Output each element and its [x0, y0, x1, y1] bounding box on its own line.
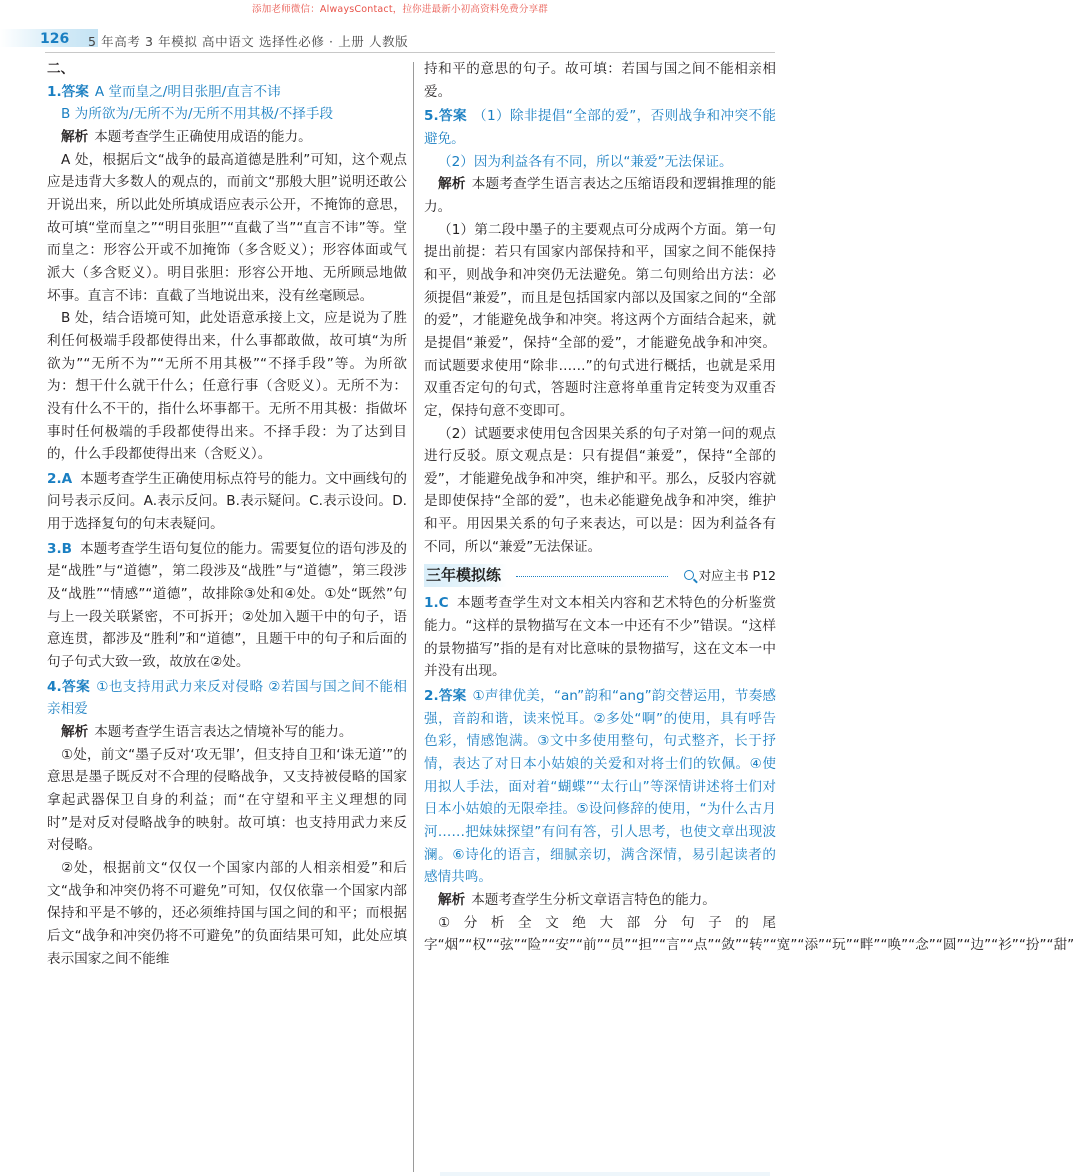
- banner-reference: [684, 565, 776, 588]
- answer-text: ①也支持用武力来反对侵略 ②若国与国之间不能相亲相爱: [47, 678, 408, 718]
- question-number: 3.: [47, 540, 62, 557]
- right-column: [424, 58, 1074, 957]
- section-banner: [424, 564, 776, 588]
- answer-label: 答案: [438, 108, 467, 125]
- analysis-label: 解析: [438, 176, 466, 193]
- analysis-line: [47, 126, 407, 149]
- analysis-paragraph: A 处，根据后文“战争的最高道德是胜利”可知，这个观点应是违背大多数人的观点的，而前文“那般大胆”说明还敢公开说出来，所以此处所填成语应表示公开，不掩饰的意思，故可填“堂而皇之”“明目张胆”“直截了当”“直言不讳”等。堂而皇之：形容公开或不加掩饰（多含贬义）；形容体面或气派大（多含贬义）。明目张胆：形容公开地、无所顾忌地做坏事。直言不讳：直截了当地说出来，没有丝毫顾忌。: [47, 151, 407, 304]
- running-title: 5 年高考 3 年模拟 高中语文 选择性必修 · 上册 人教版: [88, 34, 409, 49]
- answer-text: （2）因为利益各有不同，所以“兼爱”无法保证。: [438, 153, 733, 170]
- question-number: 2.: [47, 470, 62, 487]
- analysis-lead: 本题考查学生语言表达之情境补写的能力。: [94, 724, 353, 741]
- q3-text: 本题考查学生语句复位的能力。需要复位的语句涉及的是“战胜”与“道德”，第二段涉及“战胜”与“道德”，第三段涉及“战胜”“情感”“道德”，故排除③处和④处。①处“既然”句与上一段关联紧密，不可拆开；②处加入题干中的句子，语意连贯，都涉及“胜利”和“道德”，且题干中的句子和后面的句子句式大致一致，故放在②处。: [47, 540, 407, 671]
- analysis-line: [424, 889, 776, 912]
- choice-letter: B: [61, 540, 72, 557]
- choice-letter: C: [438, 595, 449, 612]
- analysis-lead: 本题考查学生正确使用成语的能力。: [94, 128, 312, 145]
- mock-q1-text: 本题考查学生对文本相关内容和艺术特色的分析鉴赏能力。“这样的景物描写在文本一中还有不少”错误。“这样的景物描写”指的是有对比意味的景物描写，这在文本一中并没有出现。: [424, 595, 776, 680]
- question-number: 4.: [47, 678, 62, 695]
- choice-letter: A: [61, 470, 73, 487]
- watermark-text: 添加老师微信：AlwaysContact，拉你进最新小初高资料免费分享群: [252, 4, 548, 15]
- page-number: 126: [40, 31, 70, 47]
- analysis-label: 解析: [438, 891, 466, 908]
- header-rule: [45, 52, 775, 53]
- banner-dotted-rule: [516, 576, 668, 577]
- analysis-label: 解析: [61, 128, 89, 145]
- question-number: 1.: [424, 595, 439, 612]
- answer-text: （1）除非提倡“全部的爱”，否则战争和冲突不能避免。: [424, 108, 777, 147]
- column-divider: [413, 62, 414, 1172]
- q3-block: [47, 538, 407, 674]
- mock-q2-answer: [424, 685, 776, 889]
- analysis-line: [47, 721, 407, 744]
- analysis-paragraph: ①处，前文“墨子反对‘攻无罪’，但支持自卫和‘诛无道’”的意思是墨子既反对不合理的侵略战争，又支持被侵略的国家拿起武器保卫自身的利益；而“在守望和平主义理想的同时”是对反对侵略战争的映射。故可填：也支持用武力来反对侵略。: [47, 746, 407, 854]
- question-number: 1.: [47, 83, 62, 100]
- analysis-paragraph: （2）试题要求使用包含因果关系的句子对第一问的观点进行反驳。原文观点是：只有提倡“兼爱”，保持“全部的爱”，才能避免战争和冲突，维护和平。那么，反驳内容就是即使保持“全部的爱”，也未必能避免战争和冲突，维护和平。用因果关系的句子来表达，可以是：因为利益各有不同，所以“兼爱”无法保证。: [424, 425, 776, 555]
- q4-answer-line: [47, 676, 407, 721]
- analysis-paragraph: ①分析全文绝大部分句子的尾字“烟”“权”“弦”“险”“安”“前”“员”“担”“言”“点”“敛”“转”“宽”“添”“玩”“畔”“唤”“念”“圆”“边”“衫”“扮”“甜”: [424, 914, 1074, 954]
- section-heading: 二、: [47, 61, 75, 77]
- analysis-lead: 本题考查学生语言表达之压缩语段和逻辑推理的能力。: [424, 176, 776, 215]
- question-number: 2.: [424, 688, 439, 705]
- mock-q1-block: [424, 592, 776, 683]
- q2-block: [47, 468, 407, 536]
- answer-text: B 为所欲为/无所不为/无所不用其极/不择手段: [61, 106, 334, 123]
- analysis-line: [424, 173, 776, 218]
- q2-text: 本题考查学生正确使用标点符号的能力。文中画线句的问号表示反问。A.表示反问。B.表示疑问。C.表示设问。D.用于选择复句的句末表疑问。: [47, 470, 407, 533]
- analysis-paragraph: B 处，结合语境可知，此处语意承接上文，应是说为了胜利任何极端手段都使得出来，什么事都敢做，故可填“为所欲为”“无所不为”“无所不用其极”“不择手段”等。为所欲为：想干什么就干什么；任意行事（含贬义）。无所不为：没有什么不干的，指什么坏事都干。无所不用其极：指做坏事时任何极端的手段都使得出来。不择手段：为了达到目的，什么手段都使得出来（含贬义）。: [47, 310, 407, 463]
- q5-answer-line: [424, 105, 776, 150]
- analysis-lead: 本题考查学生分析文章语言特色的能力。: [471, 891, 716, 908]
- analysis-paragraph: ②处，根据前文“仅仅一个国家内部的人相亲相爱”和后文“战争和冲突仍将不可避免”可知，仅仅依靠一个国家内部保持和平是不够的，还必须维持国与国之间的和平；而根据后文“战争和冲突仍将不可避免”的负面结果可知，此处应填表示国家之间不能维: [47, 859, 407, 967]
- left-column: [47, 58, 407, 970]
- question-number: 5.: [424, 108, 439, 125]
- page-header: [0, 27, 800, 53]
- q1-answer-line: [47, 81, 407, 104]
- answer-text: ①声律优美，“an”韵和“ang”韵交替运用，节奏感强，音韵和谐，读来悦耳。②多处“啊”的使用，具有呼告色彩，情感饱满。③文中多使用整句，句式整齐，长于抒情，表达了对日本小姑娘的关爱和对将士们的钦佩。④使用拟人手法，面对着“蝴蝶”“太行山”等深情讲述将士们对日本小姑娘的无限牵挂。⑤设问修辞的使用，“为什么古月河……把妹妹探望”有问有答，引人思考，也使文章出现波澜。⑥诗化的语言，细腻亲切，满含深情，易引起读者的感情共鸣。: [424, 688, 776, 886]
- banner-title: 三年模拟练: [424, 564, 507, 587]
- banner-reference-text: 对应主书 P12: [698, 568, 776, 584]
- answer-label: 答案: [61, 83, 89, 100]
- analysis-paragraph: （1）第二段中墨子的主要观点可分成两个方面。第一句提出前提：若只有国家内部保持和平，国家之间不能保持和平，则战争和冲突仍无法避免。第二句则给出方法：必须提倡“兼爱”，而且是包括国家内部以及国家之间的“全部的爱”，才能避免战争和冲突。将这两个方面结合起来，就是提倡“兼爱”，保持“全部的爱”，才能避免战争和冲突。而试题要求使用“除非……”的句式进行概括，也就是采用双重否定句的句式，答题时注意将单重肯定转变为双重否定，保持句意不变即可。: [424, 221, 776, 419]
- bottom-decoration: [440, 1172, 770, 1176]
- answer-label: 答案: [438, 688, 467, 705]
- analysis-paragraph: 持和平的意思的句子。故可填：若国与国之间不能相亲相爱。: [424, 61, 776, 100]
- magnifier-icon: [684, 570, 694, 580]
- answer-label: 答案: [61, 678, 91, 695]
- answer-text: A 堂而皇之/明目张胆/直言不讳: [94, 83, 281, 100]
- analysis-label: 解析: [61, 724, 89, 741]
